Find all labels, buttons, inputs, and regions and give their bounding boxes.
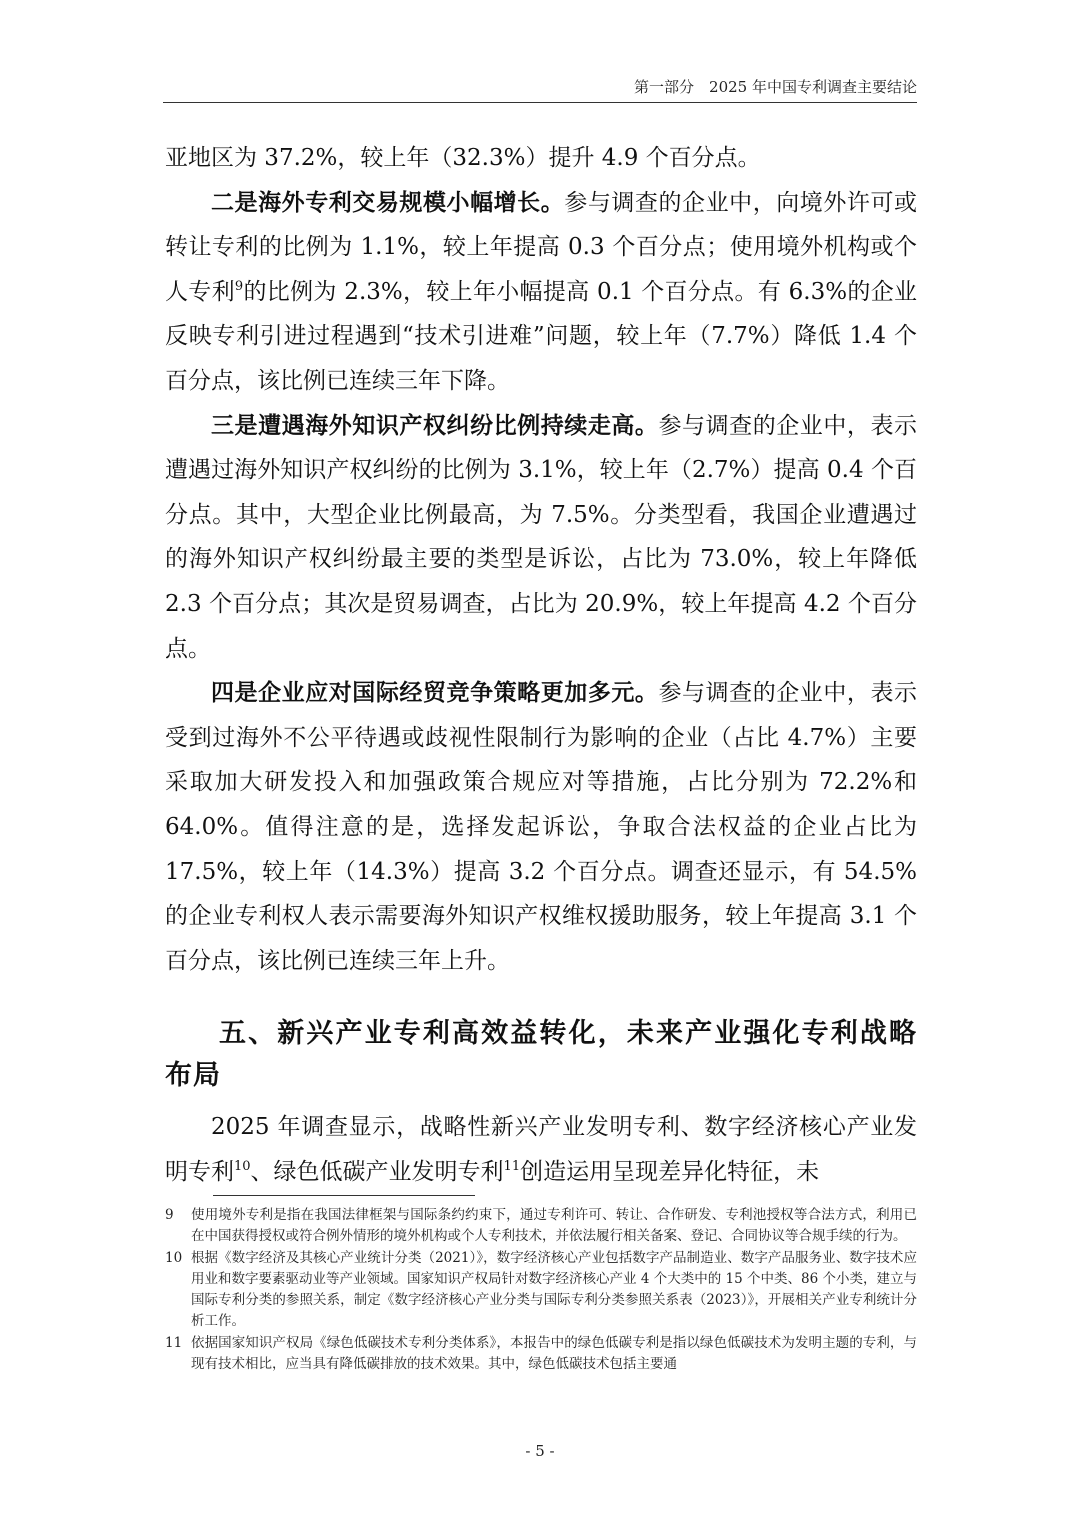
intro-text-b: 、绿色低碳产业发明专利 — [250, 1158, 504, 1185]
paragraph-continuation — [165, 136, 917, 181]
paragraph-text: 参与调查的企业中，表示遭遇过海外知识产权纠纷的比例为 3.1%，较上年（2.7%）提高 0.4 个百分点。其中，大型企业比例最高，为 7.5%。分类型看，我国企业遭遇过的海外知识产权纠纷最主要的类型是诉讼，占比为 73.0%，较上年降低 2.3 个百分点；其次是贸易调查，占比为 20.9%，较上年提高 4.2 个百分点。 — [165, 412, 918, 662]
running-header-text: 第一部分 2025 年中国专利调查主要结论 — [634, 78, 917, 96]
intro-text-a: 2025 年调查显示，战略性新兴产业发明专利、数字经济核心产业发明专利 — [165, 1114, 917, 1185]
page-number: - 5 - — [525, 1442, 555, 1460]
paragraph-overseas-patent-trade — [165, 181, 917, 404]
footnote-number: 10 — [165, 1250, 183, 1266]
section-intro-paragraph — [165, 1105, 917, 1194]
paragraph-lead: 二是海外专利交易规模小幅增长。 — [211, 188, 565, 216]
paragraph-text: 参与调查的企业中，表示受到过海外不公平待遇或歧视性限制行为影响的企业（占比 4.7%）主要采取加大研发投入和加强政策合规应对等措施，占比分别为 72.2%和 64.0%。值得注意的是，选择发起诉讼，争取合法权益的企业占比为 17.5%，较上年（14.3%）提高 3.2 个百分点。调查还显示，有 54.5%的企业专利权人表示需要海外知识产权维权援助服务，较上年提高 3.1 个百分点，该比例已连续三年上升。 — [165, 680, 918, 974]
section-heading: 五、新兴产业专利高效益转化，未来产业强化专利战略布局 — [165, 1018, 917, 1092]
footnote-11 — [165, 1333, 917, 1375]
footnote-text: 使用境外专利是指在我国法律框架与国际条约约束下，通过专利许可、转让、合作研发、专利池授权等合法方式，利用已在中国获得授权或符合例外情形的境外机构或个人专利技术，并依法履行相关备案、登记、合同协议等合规手续的行为。 — [191, 1207, 917, 1244]
footnote-ref-10[interactable]: 10 — [234, 1158, 251, 1174]
paragraph-lead: 三是遭遇海外知识产权纠纷比例持续走高。 — [211, 411, 659, 439]
footnote-10 — [165, 1248, 917, 1332]
footnote-9 — [165, 1205, 917, 1247]
footnote-ref-11[interactable]: 11 — [503, 1158, 521, 1174]
paragraph-overseas-ip-disputes — [165, 404, 917, 672]
footnote-ref-9[interactable]: 9 — [234, 278, 244, 294]
paragraph-text: 亚地区为 37.2%，较上年（32.3%）提升 4.9 个百分点。 — [165, 145, 761, 171]
footnote-separator — [213, 1195, 475, 1196]
intro-text-c: 创造运用呈现差异化特征，未 — [520, 1158, 820, 1185]
footnote-number: 11 — [165, 1335, 183, 1351]
footnote-text: 依据国家知识产权局《绿色低碳技术专利分类体系》，本报告中的绿色低碳专利是指以绿色低碳技术为发明主题的专利，与现有技术相比，应当具有降低碳排放的技术效果。其中，绿色低碳技术包括主要通 — [191, 1335, 917, 1372]
footnotes — [165, 1205, 917, 1376]
footnote-text: 根据《数字经济及其核心产业统计分类（2021）》，数字经济核心产业包括数字产品制造业、数字产品服务业、数字技术应用业和数字要素驱动业等产业领域。国家知识产权局针对数字经济核心产业 4 个大类中的 15 个中类、86 个小类，建立与国际专利分类的参照关系，制定《数字经济核心产业分类与国际专利分类参照关系表（2023）》，开展相关产业专利统计分析工作。 — [191, 1250, 917, 1329]
running-header — [163, 76, 917, 103]
paragraph-lead: 四是企业应对国际经贸竞争策略更加多元。 — [211, 679, 659, 707]
paragraph-trade-strategies — [165, 671, 917, 983]
body-text — [165, 136, 917, 1194]
footnote-number: 9 — [165, 1207, 174, 1223]
paragraph-tail: 的比例为 2.3%，较上年小幅提高 0.1 个百分点。有 6.3%的企业反映专利引进过程遇到“技术引进难”问题，较上年（7.7%）降低 1.4 个百分点，该比例已连续三年下降。 — [165, 278, 918, 394]
paragraph-text: 参与调查的企业中，向境外许可或转让专利的比例为 1.1%，较上年提高 0.3 个百分点；使用境外机构或个人专利 — [165, 189, 918, 305]
